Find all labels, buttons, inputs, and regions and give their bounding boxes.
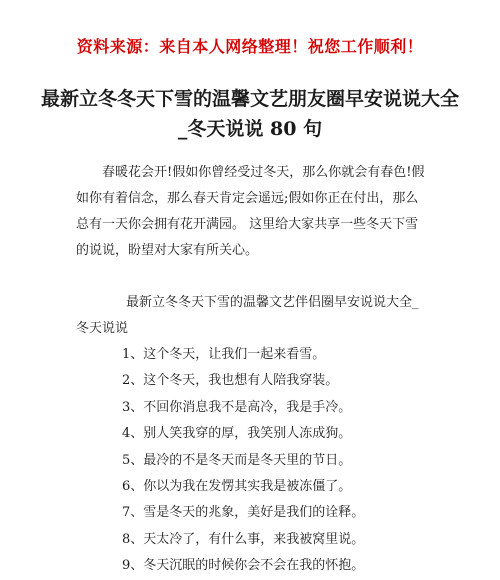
list-item: 8、天太冷了，有什么事，来我被窝里说。 xyxy=(122,531,365,547)
intro-paragraph: 春暖花会开!假如你曾经受过冬天，那么你就会有春色!假如你有着信念，那么春天肯定会遥远;假如你正在付出，那么总有一天你会拥有花开满园。 这里给大家共享一些冬天下雪的说说，盼望对大家有所关心。 xyxy=(76,165,425,258)
list-item: 7、雪是冬天的兆象，美好是我们的诠释。 xyxy=(122,505,365,521)
list-item: 2、这个冬天，我也想有人陪我穿装。 xyxy=(122,373,339,389)
list-item: 3、不回你消息我不是高冷，我是手冷。 xyxy=(122,399,352,415)
list-item: 9、冬天沉眠的时候你会不会在我的怀抱。 xyxy=(122,558,365,574)
document-title: 最新立冬冬天下雪的温馨文艺朋友圈早安说说大全_冬天说说 80 句 xyxy=(40,88,459,140)
list-item: 1、这个冬天，让我们一起来看雪。 xyxy=(122,347,326,362)
list-item: 4、别人笑我穿的厚，我笑别人冻成狗。 xyxy=(122,426,352,442)
list-item: 6、你以为我在发愣其实我是被冻僵了。 xyxy=(122,478,352,494)
source-banner: 资料来源：来自本人网络整理！祝您工作顺利！ xyxy=(76,37,424,56)
list-item: 5、最冷的不是冬天而是冬天里的节日。 xyxy=(122,452,352,468)
section-subheading: 最新立冬冬天下雪的温馨文艺伴侣圈早安说说大全_冬天说说 xyxy=(76,295,419,336)
quote-list xyxy=(122,342,452,580)
